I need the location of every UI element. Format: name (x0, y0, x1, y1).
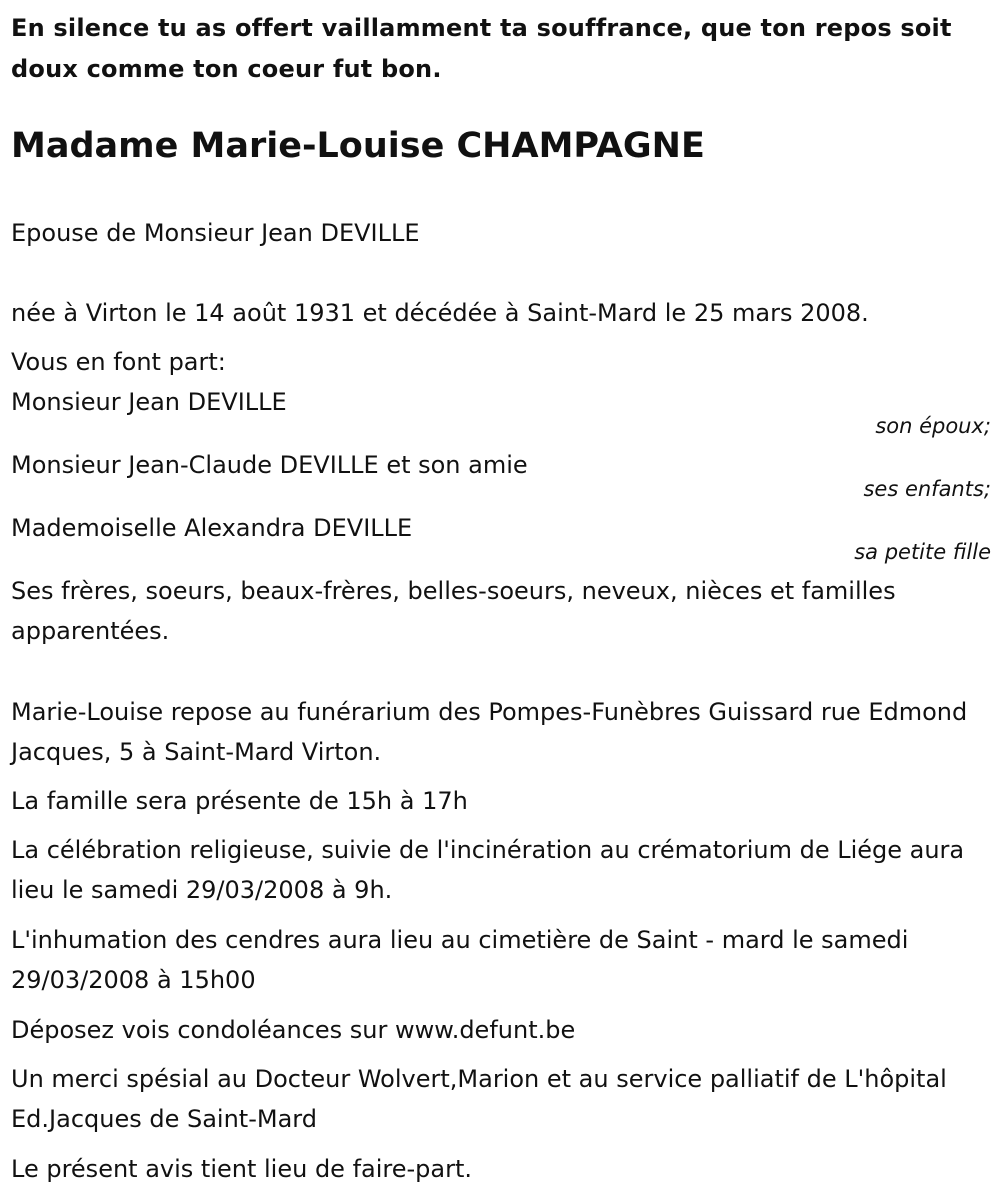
announcer-relation: son époux; (875, 414, 991, 438)
announcer-name: Monsieur Jean DEVILLE (11, 388, 287, 416)
ceremony-info: La célébration religieuse, suivie de l'incinération au crématorium de Liége aura lieu le samedi 29/03/2008 à 9h. (11, 836, 965, 904)
announcer-name: Monsieur Jean-Claude DEVILLE et son amie (11, 451, 528, 479)
deceased-name: Madame Marie-Louise CHAMPAGNE (11, 126, 705, 166)
announcers-intro: Vous en font part: (11, 348, 226, 376)
repose-info: Marie-Louise repose au funérarium des Pompes-Funèbres Guissard rue Edmond Jacques, 5 à Saint-Mard Virton. (11, 698, 968, 766)
family-presence: La famille sera présente de 15h à 17h (11, 787, 468, 815)
burial-info: L'inhumation des cendres aura lieu au cimetière de Saint - mard le samedi 29/03/2008 à 15h00 (11, 926, 909, 994)
extended-family: Ses frères, soeurs, beaux-frères, belles-soeurs, neveux, nièces et familles apparentées. (11, 577, 896, 645)
thanks-info: Un merci spésial au Docteur Wolvert,Marion et au service palliatif de L'hôpital Ed.Jacques de Saint-Mard (11, 1065, 947, 1133)
announcer-relation: sa petite fille (854, 540, 991, 564)
condolences-info: Déposez vois condoléances sur www.defunt.be (11, 1016, 576, 1044)
epigraph: En silence tu as offert vaillamment ta souffrance, que ton repos soit doux comme ton coeur fut bon. (11, 14, 952, 83)
announcer-name: Mademoiselle Alexandra DEVILLE (11, 514, 413, 542)
birth-death-line: née à Virton le 14 août 1931 et décédée à Saint-Mard le 25 mars 2008. (11, 299, 869, 327)
announcer-relation: ses enfants; (863, 477, 991, 501)
closing-note: Le présent avis tient lieu de faire-part. (11, 1155, 473, 1183)
spouse-line: Epouse de Monsieur Jean DEVILLE (11, 219, 420, 247)
